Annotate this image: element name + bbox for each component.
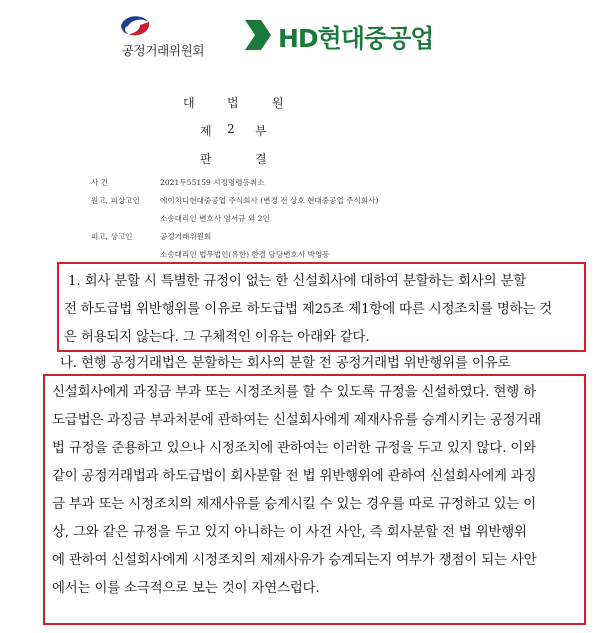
- defendant-label: 피고, 상고인: [91, 232, 133, 241]
- paragraph2-line: 도급법은 과징금 부과처분에 관하여는 신설회사에게 제재사유를 승계시키는 공정거래: [52, 413, 542, 428]
- hd-arrow-icon: [243, 18, 273, 52]
- paragraph2-line: 신설회사에게 과징금 부과 또는 시정조치를 할 수 있도록 규정을 신설하였다. 현행 하: [52, 385, 536, 400]
- paragraph2-line: 금 부과 또는 시정조치의 제재사유를 승계시킬 수 있는 경우를 따로 규정하고 있는 이: [52, 497, 536, 512]
- plaintiff-counsel: 소송대리인 변호사 임서규 외 2인: [160, 214, 270, 223]
- case-value: 2021두55159 시정명령등취소: [160, 178, 265, 187]
- paragraph2-line: 에 관하여 신설회사에게 시정조치의 제재사유가 승계되는지 여부가 쟁점이 되는 사안: [52, 553, 537, 568]
- court-name: 대 법 원: [183, 96, 284, 110]
- ftc-name: 공정거래위원회: [121, 43, 205, 58]
- judgment-title: 판 결: [200, 152, 267, 166]
- paragraph2-line: 같이 공정거래법과 하도급법이 회사분할 전 법 위반행위에 관하여 신설회사에게 과징: [52, 469, 537, 484]
- defendant-value: 공정거래위원회: [160, 232, 212, 241]
- paragraph2-line: 법 규정을 준용하고 있으나 시정조치에 관하여는 이러한 규정을 두고 있지 않다. 이와: [52, 441, 536, 456]
- paragraph2-line: 나. 현행 공정거래법은 분할하는 회사의 분할 전 공정거래법 위반행위를 이유로: [60, 356, 511, 371]
- paragraph1-line: 은 허용되지 않는다. 그 구체적인 이유는 아래와 같다.: [64, 330, 370, 345]
- plaintiff-value: 에이치디현대중공업 주식회사 (변경 전 상호 현대중공업 주식회사): [160, 196, 379, 205]
- hd-name: HD현대중공업: [278, 24, 434, 53]
- paragraph1-line: 전 하도급법 위반행위를 이유로 하도급법 제25조 제1항에 따른 시정조치를 명하는 것: [64, 302, 553, 317]
- plaintiff-label: 원고, 피상고인: [91, 196, 140, 205]
- paragraph2-line: 에서는 이를 소극적으로 보는 것이 자연스럽다.: [52, 581, 320, 596]
- paragraph1-line: 1. 회사 분할 시 특별한 규정이 없는 한 신설회사에 대하여 분할하는 회사의 분할: [68, 274, 527, 289]
- ftc-emblem-icon: [118, 12, 152, 38]
- case-label: 사 건: [91, 178, 109, 187]
- defendant-counsel: 소송대리인 법무법인(유한) 한결 담당변호사 박영동: [160, 250, 330, 259]
- paragraph2-line: 상, 그와 같은 규정을 두고 있지 아니하는 이 사건 사안, 즉 회사분할 전 법 위반행위: [52, 525, 527, 540]
- court-division: 제 2 부: [200, 122, 267, 138]
